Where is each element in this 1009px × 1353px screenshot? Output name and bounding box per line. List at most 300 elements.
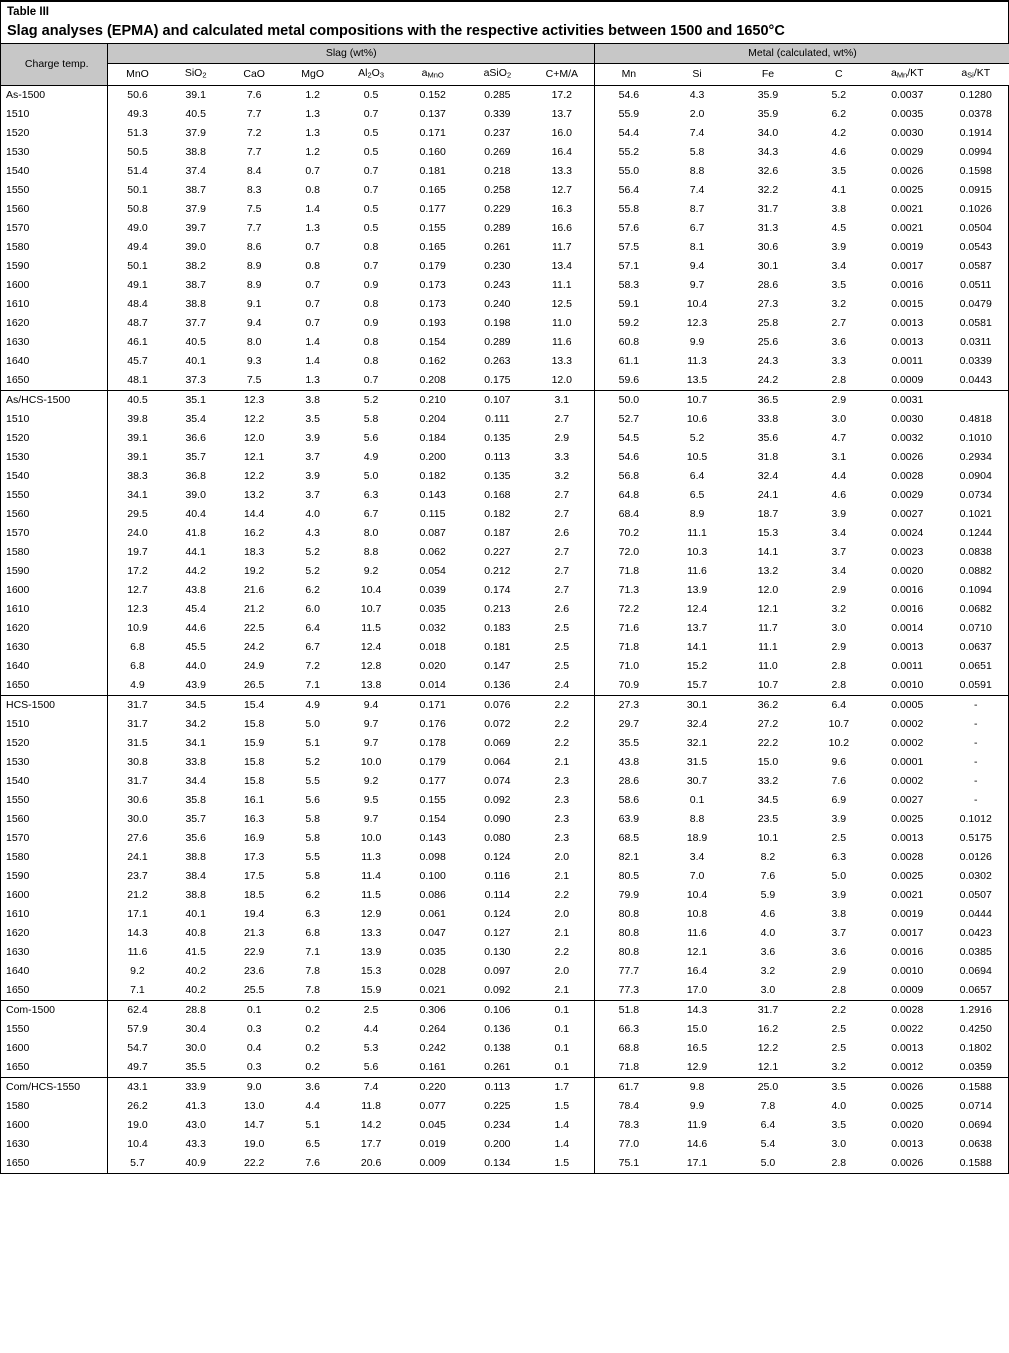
table-cell: 30.0: [108, 810, 166, 829]
table-cell: 0.285: [465, 85, 530, 105]
table-cell: 5.6: [305, 793, 320, 806]
table-cell: 0.155: [419, 221, 446, 234]
table-cell: 27.3: [757, 297, 779, 310]
table-cell: 0.0009: [891, 373, 924, 386]
table-cell: 10.0: [360, 831, 382, 844]
table-cell: 7.2: [305, 659, 320, 672]
table-cell: 0.0637: [959, 640, 992, 653]
table-cell: 12.8: [360, 659, 382, 672]
table-cell: 5.2: [689, 431, 705, 444]
table-cell: 0.154: [419, 812, 446, 825]
table-cell: 34.4: [185, 774, 206, 787]
table-cell: 0.7: [305, 164, 320, 177]
row-charge-temp: 1520: [6, 431, 30, 444]
table-cell: 9.4: [689, 259, 705, 272]
table-cell: 52.7: [594, 410, 662, 429]
table-cell: 11.1: [687, 526, 707, 539]
table-cell: 8.9: [246, 259, 262, 272]
table-cell: 0.0444: [959, 907, 992, 920]
table-cell: 1.4: [305, 202, 320, 215]
table-cell: 0.0029: [891, 488, 924, 501]
table-cell: 0.7: [363, 259, 379, 272]
table-cell: 12.1: [686, 945, 708, 958]
table-cell: 0.136: [484, 1022, 511, 1035]
row-charge-temp: 1640: [6, 354, 30, 367]
table-cell: 0.208: [419, 373, 446, 386]
table-cell: 35.7: [185, 812, 206, 825]
row-charge-temp: 1610: [6, 602, 30, 615]
table-cell: 0.092: [484, 793, 511, 806]
table-cell: 3.4: [831, 564, 847, 577]
row-charge-temp: 1610: [6, 907, 30, 920]
table-cell: 13.3: [360, 926, 382, 939]
table-cell: 7.5: [246, 373, 262, 386]
table-cell: 3.7: [305, 450, 320, 463]
table-cell: 0.0031: [873, 390, 941, 410]
table-cell: 0.0651: [959, 659, 992, 672]
table-cell: 26.5: [243, 678, 265, 691]
table-cell: 3.2: [760, 964, 776, 977]
table-cell: 10.9: [108, 619, 166, 638]
table-cell: [941, 390, 1009, 410]
table-cell: 22.2: [757, 736, 779, 749]
table-cell: 38.3: [108, 467, 166, 486]
table-row: [1, 410, 1009, 429]
table-cell: 12.2: [243, 469, 265, 482]
table-cell: 0.2: [283, 1000, 341, 1020]
table-cell: 14.1: [757, 545, 779, 558]
table-cell: 0.7: [305, 278, 320, 291]
table-cell: 11.3: [687, 354, 707, 367]
table-cell: 9.7: [363, 717, 379, 730]
table-cell: 6.0: [305, 602, 320, 615]
table-cell: 0.1244: [959, 526, 992, 539]
table-cell: 0.0024: [891, 526, 924, 539]
table-cell: 2.7: [554, 545, 570, 558]
table-cell: 0.0026: [873, 1077, 941, 1097]
table-cell: 6.2: [305, 888, 320, 901]
row-charge-temp: 1650: [6, 983, 30, 996]
table-cell: 15.3: [757, 526, 779, 539]
header-group-slag: [108, 44, 594, 64]
row-charge-temp: 1600: [6, 1118, 30, 1131]
table-cell: 0.0022: [891, 1022, 924, 1035]
table-cell: 0.035: [419, 602, 446, 615]
row-charge-temp: 1600: [6, 1041, 30, 1054]
row-charge-temp: 1620: [6, 621, 30, 634]
table-cell: -: [973, 736, 978, 749]
table-cell: 30.1: [663, 695, 731, 715]
table-cell: 0.212: [484, 564, 511, 577]
table-cell: 56.8: [594, 467, 662, 486]
table-cell: 0.0014: [891, 621, 924, 634]
table-cell: 6.4: [689, 469, 705, 482]
table-row: [1, 715, 1009, 734]
table-cell: 72.2: [594, 600, 662, 619]
table-cell: 31.3: [757, 221, 779, 234]
table-row: [1, 1020, 1009, 1039]
table-cell: 40.5: [185, 107, 206, 120]
table-cell: 2.8: [831, 373, 847, 386]
row-charge-temp: 1550: [6, 183, 30, 196]
table-cell: 5.1: [305, 736, 320, 749]
table-cell: 0.1026: [959, 202, 992, 215]
table-cell: 1.5: [554, 1099, 570, 1112]
table-cell: 0.0378: [959, 107, 992, 120]
table-cell: 1.4: [305, 354, 320, 367]
table-cell: 11.3: [361, 850, 381, 863]
table-cell: 13.2: [757, 564, 779, 577]
row-charge-temp: 1570: [6, 526, 30, 539]
table-cell: 12.1: [243, 450, 265, 463]
table-cell: 61.1: [594, 352, 662, 371]
header-col-fe: Fe: [731, 64, 804, 86]
table-cell: -: [973, 793, 978, 806]
header-col-a-mno: $a_{MnO}$: [400, 64, 465, 86]
table-cell: 14.7: [243, 1118, 265, 1131]
table-cell: 0.5: [363, 202, 379, 215]
table-cell: 0.2: [305, 1041, 320, 1054]
table-cell: 0.173: [419, 278, 446, 291]
table-cell: 14.1: [686, 640, 708, 653]
table-cell: 64.8: [594, 486, 662, 505]
table-cell: 8.1: [689, 240, 705, 253]
table-cell: 0.0479: [959, 297, 992, 310]
table-cell: 7.4: [689, 126, 705, 139]
row-charge-temp: As/HCS-1500: [1, 390, 108, 410]
table-cell: 2.3: [554, 812, 570, 825]
table-cell: 2.2: [554, 888, 570, 901]
table-cell: 38.7: [185, 278, 206, 291]
table-cell: 0.161: [419, 1060, 446, 1073]
table-cell: 0.176: [419, 717, 446, 730]
table-cell: 5.0: [831, 869, 847, 882]
row-charge-temp: 1540: [6, 774, 30, 787]
table-cell: 22.5: [243, 621, 265, 634]
table-cell: 0.8: [363, 335, 379, 348]
table-row: [1, 505, 1009, 524]
table-cell: 4.6: [831, 145, 847, 158]
table-cell: 50.1: [108, 181, 166, 200]
table-cell: 0.0026: [891, 1156, 924, 1169]
header-col-asi-kt: $a_{Si}/KT$: [941, 64, 1009, 86]
table-cell: 0.054: [419, 564, 446, 577]
table-cell: 6.9: [831, 793, 847, 806]
table-cell: 39.7: [185, 221, 206, 234]
table-cell: 18.9: [686, 831, 708, 844]
table-cell: 8.4: [246, 164, 262, 177]
table-cell: 2.7: [554, 412, 570, 425]
table-cell: 38.2: [185, 259, 206, 272]
table-cell: 54.7: [108, 1039, 166, 1058]
table-cell: 7.4: [689, 183, 705, 196]
table-cell: 8.0: [363, 526, 379, 539]
table-cell: 0.243: [484, 278, 511, 291]
table-cell: 0.227: [484, 545, 511, 558]
table-cell: 0.0012: [891, 1060, 924, 1073]
table-cell: 3.2: [831, 297, 847, 310]
table-row: [1, 524, 1009, 543]
table-cell: 0.0011: [891, 354, 923, 367]
table-cell: 12.9: [360, 907, 382, 920]
table-cell: 0.0591: [959, 678, 992, 691]
table-cell: 4.9: [108, 676, 166, 696]
table-cell: 3.5: [805, 1077, 873, 1097]
table-cell: 43.1: [108, 1077, 166, 1097]
table-cell: 0.165: [419, 240, 446, 253]
table-cell: 0.028: [419, 964, 446, 977]
table-cell: 0.0443: [959, 373, 992, 386]
table-cell: 27.2: [757, 717, 779, 730]
table-cell: 0.143: [419, 831, 446, 844]
table-cell: 4.7: [831, 431, 847, 444]
table-row: [1, 333, 1009, 352]
table-cell: 0.127: [484, 926, 511, 939]
table-cell: 37.4: [185, 164, 206, 177]
table-cell: 0.0010: [891, 964, 924, 977]
table-cell: 0.0507: [959, 888, 992, 901]
table-cell: 0.182: [419, 469, 446, 482]
table-cell: 78.4: [594, 1097, 662, 1116]
table-cell: 12.4: [360, 640, 382, 653]
table-row: [1, 448, 1009, 467]
table-cell: 24.2: [243, 640, 265, 653]
table-cell: 2.3: [554, 793, 570, 806]
row-charge-temp: 1510: [6, 107, 30, 120]
table-cell: 13.4: [551, 259, 573, 272]
table-cell: 0.7: [363, 183, 379, 196]
table-cell: 71.8: [594, 1058, 662, 1078]
table-cell: 60.8: [594, 333, 662, 352]
table-cell: 0.1: [689, 793, 705, 806]
table-cell: 41.3: [185, 1099, 206, 1112]
table-cell: 3.8: [283, 390, 341, 410]
row-charge-temp: 1510: [6, 412, 30, 425]
table-cell: 10.8: [686, 907, 708, 920]
table-row: [1, 238, 1009, 257]
table-cell: 28.6: [757, 278, 779, 291]
table-cell: 79.9: [594, 886, 662, 905]
row-charge-temp: 1600: [6, 278, 30, 291]
table-cell: 71.8: [594, 562, 662, 581]
table-cell: 16.5: [686, 1041, 708, 1054]
table-cell: 0.1094: [959, 583, 992, 596]
table-cell: 34.1: [185, 736, 206, 749]
table-cell: 0.5: [363, 145, 379, 158]
table-cell: 37.9: [185, 202, 206, 215]
table-cell: 2.9: [831, 583, 847, 596]
table-cell: 0.160: [419, 145, 446, 158]
table-cell: 0.124: [484, 850, 511, 863]
table-cell: 0.1: [554, 1060, 570, 1073]
table-cell: 32.1: [686, 736, 708, 749]
table-cell: 0.0026: [891, 164, 924, 177]
table-cell: 0.269: [484, 145, 511, 158]
table-cell: 0.8: [363, 354, 379, 367]
table-cell: 34.3: [757, 145, 779, 158]
table-cell: 0.0013: [891, 1041, 924, 1054]
table-cell: 24.3: [757, 354, 779, 367]
table-cell: 45.7: [108, 352, 166, 371]
table-cell: 0.8: [363, 297, 379, 310]
table-cell: 11.6: [687, 926, 707, 939]
table-row: [1, 562, 1009, 581]
table-cell: 35.8: [185, 793, 206, 806]
table-row: [1, 352, 1009, 371]
table-cell: 2.1: [554, 926, 570, 939]
table-cell: 0.1802: [959, 1041, 992, 1054]
table-cell: 5.5: [305, 850, 320, 863]
row-charge-temp: 1630: [6, 640, 30, 653]
table-cell: 30.4: [185, 1022, 206, 1035]
table-row: [1, 1135, 1009, 1154]
table-cell: 2.0: [554, 907, 570, 920]
table-cell: 31.7: [731, 1000, 804, 1020]
table-cell: 0.240: [484, 297, 511, 310]
table-cell: 10.3: [686, 545, 708, 558]
table-cell: 50.5: [108, 143, 166, 162]
table-cell: 0.0694: [959, 964, 992, 977]
table-cell: 45.5: [185, 640, 206, 653]
table-cell: 0.0013: [891, 640, 924, 653]
table-row: [1, 791, 1009, 810]
row-charge-temp: Com/HCS-1550: [1, 1077, 108, 1097]
table-cell: 12.1: [757, 602, 779, 615]
table-cell: 0.135: [484, 431, 511, 444]
table-cell: 0.0023: [891, 545, 924, 558]
table-cell: 32.2: [757, 183, 779, 196]
table-cell: 0.130: [484, 945, 511, 958]
table-cell: 0.229: [484, 202, 511, 215]
table-cell: 7.6: [225, 85, 283, 105]
table-cell: 19.2: [243, 564, 265, 577]
row-charge-temp: Com-1500: [1, 1000, 108, 1020]
table-cell: 35.4: [185, 412, 206, 425]
row-charge-temp: 1630: [6, 335, 30, 348]
table-cell: 21.6: [243, 583, 265, 596]
table-cell: 0.1: [554, 1041, 570, 1054]
table-cell: 4.9: [363, 450, 379, 463]
table-cell: 33.2: [757, 774, 779, 787]
table-cell: 0.0005: [873, 695, 941, 715]
table-cell: 7.1: [305, 945, 320, 958]
table-cell: 17.1: [108, 905, 166, 924]
table-cell: 2.1: [554, 755, 570, 768]
table-cell: 11.0: [551, 316, 572, 329]
table-cell: 0.0694: [959, 1118, 992, 1131]
table-cell: 0.020: [419, 659, 446, 672]
header-col-si: Si: [663, 64, 731, 86]
table-cell: 0.021: [419, 983, 446, 996]
table-cell: 4.1: [831, 183, 847, 196]
table-cell: 0.113: [484, 450, 511, 463]
row-charge-temp: 1590: [6, 259, 30, 272]
table-cell: 15.9: [243, 736, 265, 749]
table-cell: 12.4: [686, 602, 708, 615]
table-cell: 0.306: [400, 1000, 465, 1020]
table-row: [1, 1077, 1009, 1097]
table-cell: 8.9: [689, 507, 705, 520]
table-row: [1, 105, 1009, 124]
table-row: [1, 734, 1009, 753]
table-row: [1, 829, 1009, 848]
table-cell: 3.6: [283, 1077, 341, 1097]
table-cell: 0.035: [419, 945, 446, 958]
table-cell: 10.7: [828, 717, 850, 730]
table-cell: 37.7: [185, 316, 206, 329]
table-cell: 3.9: [305, 469, 320, 482]
table-cell: 0.5: [363, 221, 379, 234]
table-cell: 9.2: [108, 962, 166, 981]
table-cell: 75.1: [594, 1154, 662, 1173]
table-cell: 0.4: [246, 1041, 262, 1054]
header-col-sio2: SiO$_2$: [166, 64, 224, 86]
table-cell: 0.0882: [959, 564, 992, 577]
table-cell: 0.0581: [959, 316, 992, 329]
table-cell: 0.0001: [891, 755, 924, 768]
table-cell: 5.2: [805, 85, 873, 105]
table-cell: 7.7: [246, 107, 262, 120]
table-cell: 0.0339: [959, 354, 992, 367]
table-cell: 0.200: [419, 450, 446, 463]
table-cell: 0.0587: [959, 259, 992, 272]
header-group-row: [1, 44, 1009, 64]
table-cell: 38.8: [185, 297, 206, 310]
table-cell: 10.4: [686, 888, 708, 901]
table-cell: 2.1: [554, 983, 570, 996]
table-cell: 43.8: [185, 583, 206, 596]
row-charge-temp: 1570: [6, 221, 30, 234]
table-row: [1, 676, 1009, 696]
table-cell: 36.5: [731, 390, 804, 410]
table-cell: 40.1: [185, 907, 206, 920]
row-charge-temp: 1650: [6, 373, 30, 386]
table-cell: 25.8: [757, 316, 779, 329]
table-cell: 0.1: [554, 1022, 570, 1035]
table-cell: 13.3: [551, 164, 573, 177]
table-cell: 19.7: [108, 543, 166, 562]
data-table: [1, 44, 1009, 1173]
table-row: [1, 695, 1009, 715]
table-cell: 13.0: [243, 1099, 265, 1112]
table-cell: 50.1: [108, 257, 166, 276]
table-cell: 7.6: [831, 774, 847, 787]
table-cell: 58.6: [594, 791, 662, 810]
table-cell: 0.0002: [891, 736, 924, 749]
row-charge-temp: 1520: [6, 736, 30, 749]
table-cell: 9.5: [363, 793, 379, 806]
table-cell: 55.8: [594, 200, 662, 219]
table-cell: 9.2: [363, 774, 379, 787]
table-cell: 31.7: [108, 715, 166, 734]
table-cell: 0.162: [419, 354, 446, 367]
table-cell: 2.5: [831, 1022, 847, 1035]
table-cell: 0.062: [419, 545, 446, 558]
table-cell: 12.1: [757, 1060, 779, 1073]
table-cell: 4.0: [305, 507, 320, 520]
table-cell: 36.2: [731, 695, 804, 715]
table-cell: 3.5: [831, 278, 847, 291]
table-cell: 0.173: [419, 297, 446, 310]
table-cell: 3.4: [689, 850, 705, 863]
table-cell: 0.237: [484, 126, 511, 139]
header-group-slag-label: Slag (wt%): [325, 47, 377, 59]
table-cell: 24.2: [757, 373, 779, 386]
table-row: [1, 467, 1009, 486]
table-cell: 2.2: [554, 717, 570, 730]
table-row: [1, 962, 1009, 981]
table-cell: 0.087: [419, 526, 446, 539]
